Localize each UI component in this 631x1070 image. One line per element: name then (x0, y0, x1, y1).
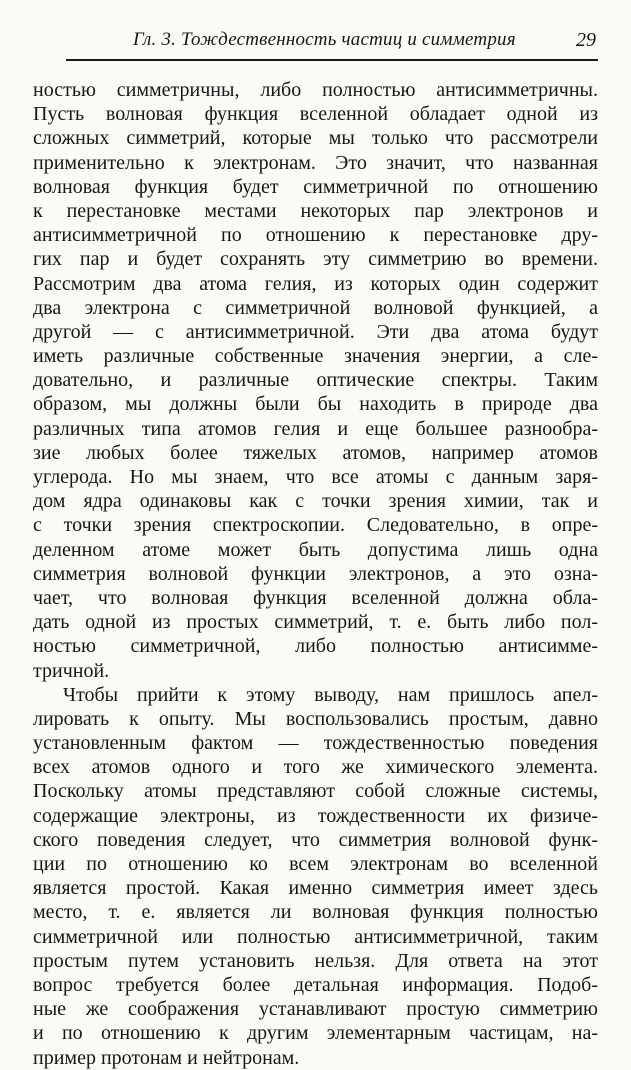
text-line: деленном атоме может быть допустима лишь одна (33, 538, 598, 561)
text-line: ского поведения следует, что симметрия волновой функ- (33, 828, 598, 851)
text-line: чает, что волновая функция вселенной должна обла- (33, 586, 598, 609)
body-text (33, 78, 598, 1070)
text-line: ции по отношению ко всем электронам во вселенной (33, 853, 598, 875)
text-line: зие любых более тяжелых атомов, например атомов (33, 441, 598, 464)
page-header (66, 29, 598, 61)
text-line: с точки зрения спектроскопии. Следовательно, в опре- (33, 514, 598, 537)
text-line: вопрос требуется более детальная информация. Подоб- (33, 973, 598, 996)
text-line: лировать к опыту. Мы воспользовались простым, давно (33, 707, 598, 730)
text-line: применительно к электронам. Это значит, что названная (33, 151, 598, 174)
paragraph-2 (33, 683, 598, 1070)
text-line: сложных симметрий, которые мы только что рассмотрели (33, 127, 598, 150)
running-head: Гл. 3. Тождественность частиц и симметрия (133, 29, 516, 50)
text-line: дом ядра одинаковы как с точки зрения химии, так и (33, 490, 598, 513)
text-line: гих пар и будет сохранять эту симметрию во времени. (33, 248, 598, 271)
text-line: установленным фактом — тождественностью поведения (33, 732, 598, 755)
text-line: ные же соображения устанавливают простую симметрию (33, 998, 598, 1021)
text-line: тричной. (33, 659, 110, 682)
text-line: симметричной или полностью антисимметричной, таким (33, 925, 598, 948)
text-line: всех атомов одного и того же химического элемента. (33, 756, 598, 779)
text-line: два электрона с симметричной волновой функцией, а (33, 296, 598, 319)
text-line: содержащие электроны, из тождественности их физиче- (33, 804, 598, 827)
text-line: образом, мы должны были бы находить в природе два (33, 393, 598, 416)
text-line: иметь различные собственные значения энергии, а сле- (33, 345, 598, 368)
text-line: ностью симметричны, либо полностью антисимметричны. (33, 79, 598, 101)
text-line: волновая функция будет симметричной по отношению (33, 175, 598, 198)
text-line: различных типа атомов гелия и еще большее разнообра- (33, 417, 598, 440)
text-line: простым путем установить нельзя. Для ответа на этот (33, 949, 598, 972)
text-line: Чтобы прийти к этому выводу, нам пришлось апел- (63, 683, 598, 706)
text-line: Пусть волновая функция вселенной обладает одной из (33, 103, 598, 126)
text-line: ностью симметричной, либо полностью антисимме- (33, 635, 598, 658)
paragraph-1 (33, 78, 598, 683)
text-line: к перестановке местами некоторых пар электронов и (33, 199, 598, 222)
text-line: Поскольку атомы представляют собой сложные системы, (33, 780, 598, 803)
text-line: углерода. Но мы знаем, что все атомы с данным заря- (33, 466, 598, 488)
text-line: симметрия волновой функции электронов, а это озна- (33, 562, 598, 585)
text-line: антисимметричной по отношению к перестановке дру- (33, 224, 598, 247)
text-line: является простой. Какая именно симметрия имеет здесь (33, 877, 598, 900)
text-line: и по отношению к другим элементарным частицам, на- (33, 1022, 598, 1045)
text-line: довательно, и различные оптические спектры. Таким (33, 369, 598, 392)
text-line: пример протонам и нейтронам. (33, 1046, 300, 1069)
text-line: другой — с антисимметричной. Эти два атома будут (33, 320, 598, 343)
page-number: 29 (576, 29, 596, 51)
text-line: место, т. е. является ли волновая функция полностью (33, 901, 598, 924)
text-line: Рассмотрим два атома гелия, из которых один содержит (33, 272, 598, 295)
text-line: дать одной из простых симметрий, т. е. быть либо пол- (33, 611, 598, 634)
